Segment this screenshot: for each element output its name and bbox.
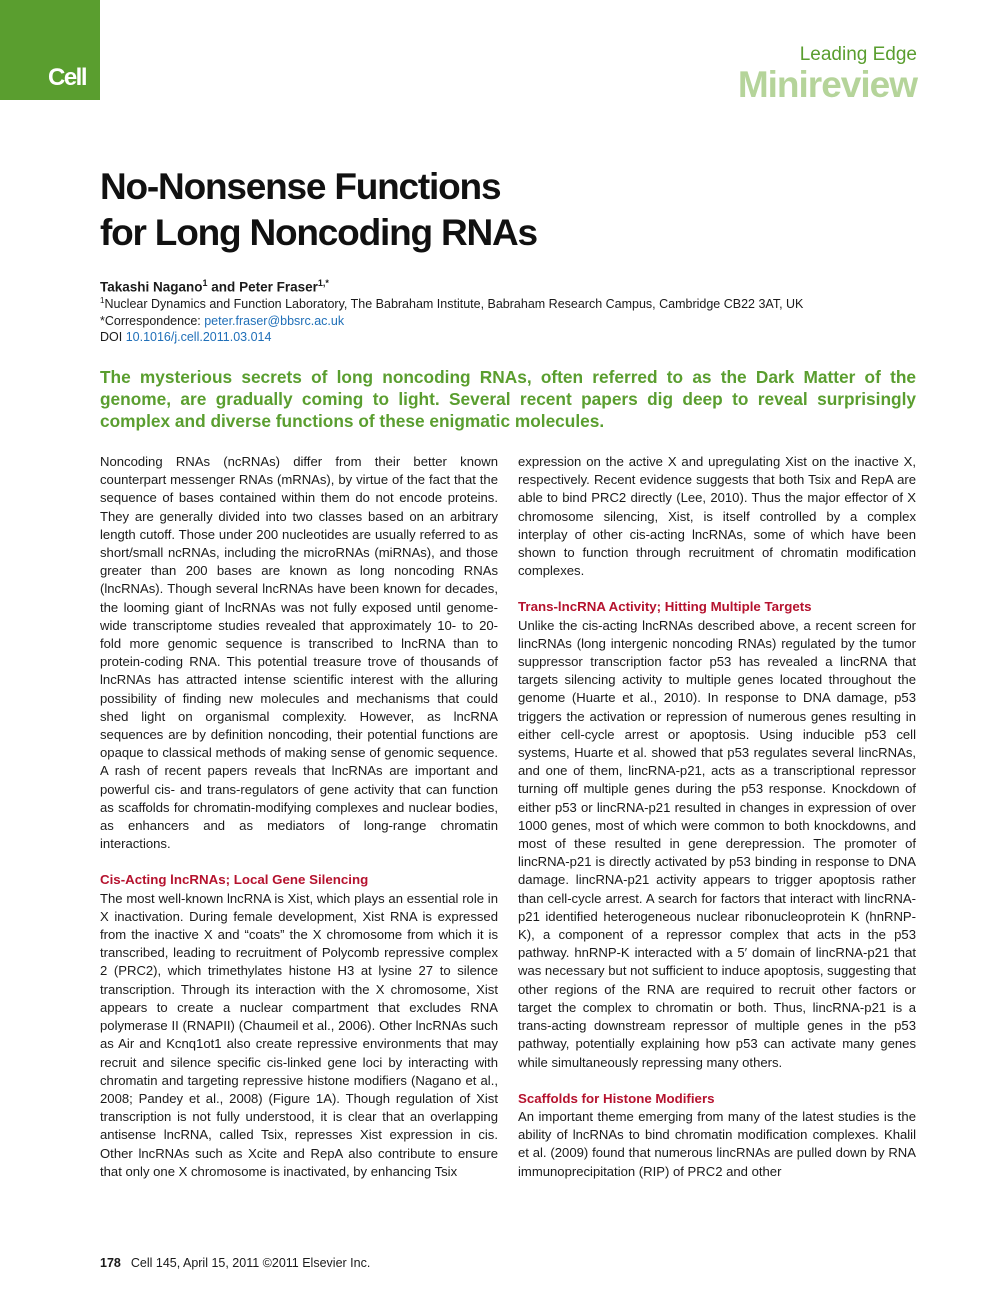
affiliation-sup: 1 xyxy=(100,296,105,305)
section-heading-cis-acting: Cis-Acting lncRNAs; Local Gene Silencing xyxy=(100,872,369,888)
cell-logo-box xyxy=(0,0,100,100)
continued-paragraph: expression on the active X and upregulating Xist on the inactive X, respectively. Recent evidence suggests that both Tsix and RepA are able to bind PRC2 directly (Lee, 2010). Thus the major effector of X chromosome silencing, Xist, is itself controlled by a complex interplay of other cis-acting lncRNAs, some of which have been shown to function through recruitment of chromatin modification complexes. xyxy=(518,454,916,579)
right-column xyxy=(518,453,916,1181)
affiliation xyxy=(100,296,803,311)
correspondence-email-link[interactable]: peter.fraser@bbsrc.ac.uk xyxy=(204,314,345,328)
author-list xyxy=(100,278,329,295)
cis-acting-paragraph: The most well-known lncRNA is Xist, which plays an essential role in X inactivation. During female development, Xist RNA is expressed from the inactive X and “coats” the X chromosome from which it is transcribed, leading to recruitment of Polycomb repressive complex 2 (PRC2), which trimethylates histone H3 at lysine 27 to silence transcription. Through its interaction with the X chromosome, Xist appears to create a nuclear compartment that excludes RNA polymerase II (RNAPII) (Chaumeil et al., 2006). Other lncRNAs such as Air and Kcnq1ot1 also create repressive environments that may recruit and silence specific cis-linked gene loci by interacting with chromatin and targeting repressive histone modifiers (Nagano et al., 2008; Pandey et al., 2008) (Figure 1A). Though regulation of Xist transcription is not fully understood, it is clear that an overlapping antisense lncRNA, called Tsix, represses Xist expression in cis. Other lncRNAs such as Xcite and RepA also contribute to ensure that only one X chromosome is inactivated, by enhancing Tsix xyxy=(100,890,498,1179)
article-title xyxy=(100,164,800,256)
left-column xyxy=(100,453,498,1181)
footer-citation: Cell 145, April 15, 2011 ©2011 Elsevier Inc. xyxy=(130,1256,371,1270)
abstract: The mysterious secrets of long noncoding RNAs, often referred to as the Dark Matter of the genome, are gradually coming to light. Several recent papers dig deep to reveal surprisingly complex and diverse functions of these enigmatic molecules. xyxy=(100,367,916,431)
intro-paragraph: Noncoding RNAs (ncRNAs) differ from their better known counterpart messenger RNAs (mRNAs), by virtue of the fact that the sequence of bases contained within them do not encode proteins. They are generally divided into two classes based on an arbitrary length cutoff. Those under 200 nucleotides are usually referred to as short/small ncRNAs, including the microRNAs (miRNAs), and those greater than 200 bases are known as long noncoding RNAs (lncRNAs). Though several lncRNAs have been known for decades, the looming giant of lncRNAs was not fully exposed until genome-wide transcriptome studies revealed that approximately 10- to 20-fold more genomic sequence is transcribed to lncRNA than to protein-coding RNA. This potential treasure trove of thousands of lncRNAs has attracted intense scientific interest with the alluring possibility of finding new molecules and mechanisms that could shed light on organismal complexity. However, as lncRNA sequences are by definition noncoding, their potential functions are opaque to classical methods of making sense of genomic sequence. A rash of recent papers reveals that lncRNAs are important and powerful cis- and trans-regulators of gene activity that can function as scaffolds for chromatin-modifying complexes and nuclear bodies, as enhancers and as mediators of long-range chromatin interactions. xyxy=(100,454,498,852)
title-line-2: for Long Noncoding RNAs xyxy=(100,212,537,253)
author-name: Peter Fraser xyxy=(239,279,318,295)
author-sup: 1 xyxy=(202,278,208,288)
affiliation-text: Nuclear Dynamics and Function Laboratory, The Babraham Institute, Babraham Research Campus, Cambridge CB22 3AT, UK xyxy=(104,297,804,312)
correspondence-label: *Correspondence: xyxy=(100,314,205,328)
page-footer xyxy=(100,1256,370,1270)
article-type-label: Minireview xyxy=(737,64,917,105)
author-name: Takashi Nagano xyxy=(100,279,203,295)
correspondence xyxy=(100,314,344,328)
doi-label: DOI xyxy=(100,330,126,344)
doi-link[interactable]: 10.1016/j.cell.2011.03.014 xyxy=(125,330,272,344)
page-number: 178 xyxy=(100,1256,121,1270)
section-label: Leading Edge xyxy=(799,44,917,65)
scaffolds-paragraph: An important theme emerging from many of the latest studies is the ability of lncRNAs to bind chromatin modification complexes. Khalil et al. (2009) found that numerous lincRNAs are pulled down by RNA immunoprecipitation (RIP) of PRC2 and other xyxy=(518,1108,916,1179)
section-heading-scaffolds: Scaffolds for Histone Modifiers xyxy=(518,1090,715,1106)
section-heading-trans-lncrna: Trans-lncRNA Activity; Hitting Multiple Targets xyxy=(518,599,812,615)
cell-logo: Cell xyxy=(48,64,87,91)
trans-lncrna-paragraph: Unlike the cis-acting lncRNAs described above, a recent screen for lincRNAs (long intergenic noncoding RNAs) regulated by the tumor suppressor transcription factor p53 has revealed a lincRNA that targets silencing activity to multiple genes located throughout the genome (Huarte et al., 2010). In response to DNA damage, p53 triggers the activation or repression of numerous genes resulting in either cell-cycle arrest or apoptosis. Using inducible p53 cell systems, Huarte et al. showed that p53 regulates several lincRNAs, and one of them, lincRNA-p21, acts as a transcriptional repressor turning off multiple genes during the p53 response. Knockdown of either p53 or lincRNA-p21 resulted in changes in expression of over 1000 genes, most of which were common to both knockdowns, and most of these resulted in gene derepression. The promoter of lincRNA-p21 is directly activated by p53 binding in response to DNA damage. lincRNA-p21 activity appears to trigger apoptosis rather than cell-cycle arrest. A search for factors that interact with lincRNA-p21 identified heterogeneous nuclear ribonucleoprotein K (hnRNP-K), a component of a repressor complex that acts in the p53 pathway. hnRNP-K interacted with a 5′ domain of lincRNA-p21 that was necessary but not sufficient to induce apoptosis, suggesting that other regions of the RNA are required to recruit other factors or target the complex to chromatin or both. Thus, lincRNA-p21 is a trans-acting downstream repressor of multiple genes in the p53 pathway, potentially explaining how p53 can activate many genes while simultaneously repressing many others. xyxy=(518,617,916,1070)
author-conjunction: and xyxy=(207,279,240,295)
author-sup: 1,* xyxy=(317,278,329,288)
doi-line xyxy=(100,330,271,344)
title-line-1: No-Nonsense Functions xyxy=(100,166,501,207)
